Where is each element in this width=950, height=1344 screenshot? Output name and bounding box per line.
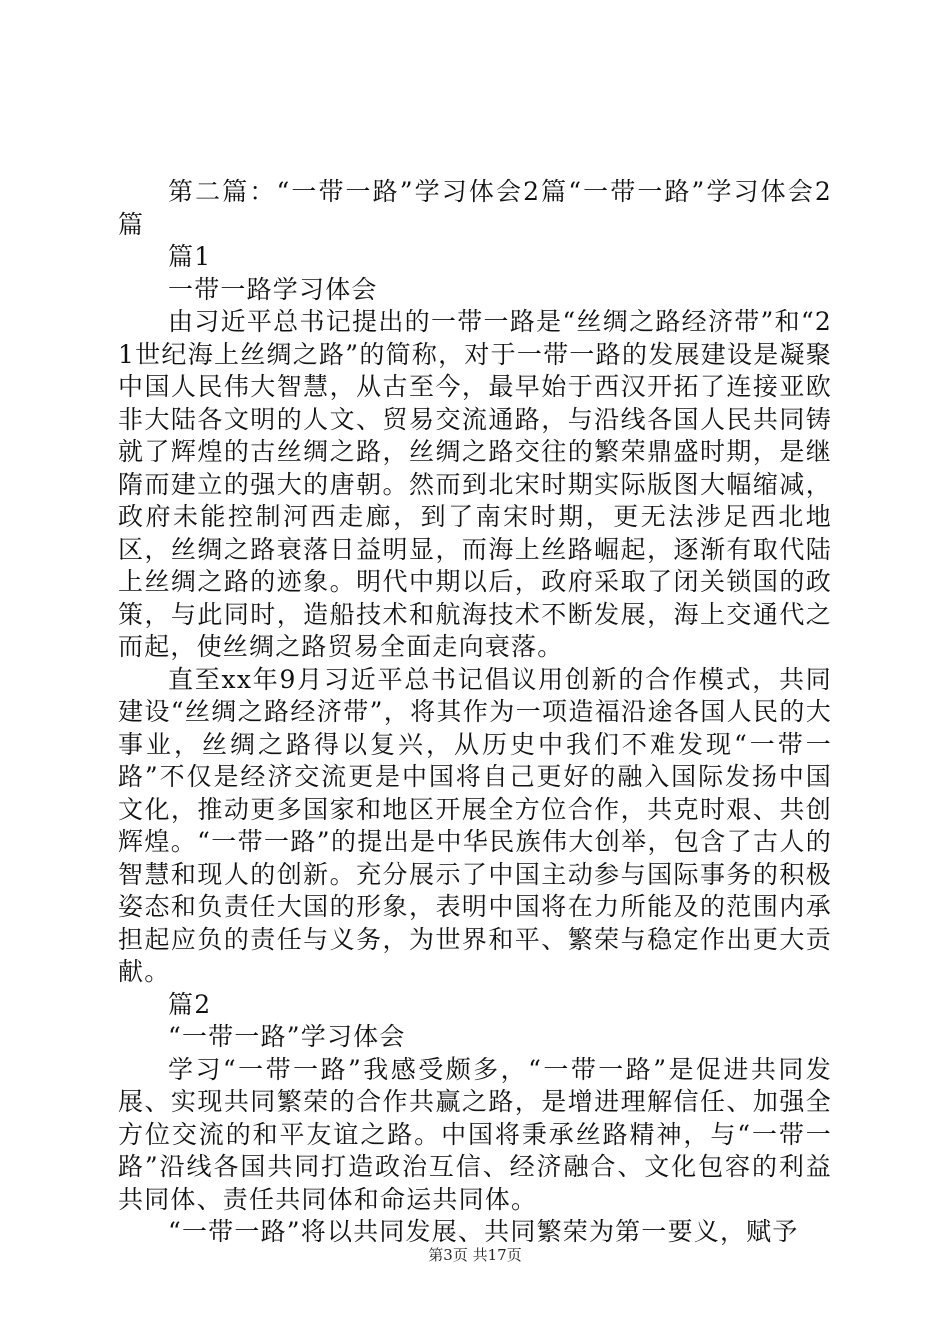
page-number-footer: 第3页 共17页 xyxy=(428,1246,522,1264)
section-heading-2: “一带一路”学习体会 xyxy=(168,1022,406,1051)
section-heading-1: 一带一路学习体会 xyxy=(168,274,378,304)
document-title: 第二篇：“一带一路”学习体会2篇“一带一路”学习体会2篇 xyxy=(118,177,832,239)
body-paragraph: 学习“一带一路”我感受颇多，“一带一路”是促进共同发展、实现共同繁荣的合作共赢之路，是增进理解信任、加强全方位交流的和平友谊之路。中国将秉承丝路精神，与“一带一路”沿线各国共同打造政治互信、经济融合、文化包容的利益共同体、责任共同体和命运共同体。 xyxy=(118,1054,832,1214)
body-paragraph: “一带一路”将以共同发展、共同繁荣为第一要义，赋予 xyxy=(168,1217,799,1246)
section-label-2: 篇2 xyxy=(168,989,212,1019)
section-label-1: 篇1 xyxy=(168,242,212,271)
document-body xyxy=(118,176,832,1249)
body-paragraph: 由习近平总书记提出的一带一路是“丝绸之路经济带”和“21世纪海上丝绸之路”的简称，对于一带一路的发展建设是凝聚中国人民伟大智慧，从古至今，最早始于西汉开拓了连接亚欧非大陆各文明的人文、贸易交流通路，与沿线各国人民共同铸就了辉煌的古丝绸之路，丝绸之路交往的繁荣鼎盛时期，是继隋而建立的强大的唐朝。然而到北宋时期实际版图大幅缩减，政府未能控制河西走廊，到了南宋时期，更无法涉足西北地区，丝绸之路衰落日益明显，而海上丝路崛起，逐渐有取代陆上丝绸之路的迹象。明代中期以后，政府采取了闭关锁国的政策，与此同时，造船技术和航海技术不断发展，海上交通代之而起，使丝绸之路贸易全面走向衰落。 xyxy=(118,307,832,661)
body-paragraph: 直至xx年9月习近平总书记倡议用创新的合作模式，共同建设“丝绸之路经济带”，将其作为一项造福沿途各国人民的大事业，丝绸之路得以复兴，从历史中我们不难发现“一带一路”不仅是经济交流更是中国将自己更好的融入国际发扬中国文化，推动更多国家和地区开展全方位合作，共克时艰、共创辉煌。“一带一路”的提出是中华民族伟大创举，包含了古人的智慧和现人的创新。充分展示了中国主动参与国际事务的积极姿态和负责任大国的形象，表明中国将在力所能及的范围内承担起应负的责任与义务，为世界和平、繁荣与稳定作出更大贡献。 xyxy=(118,664,832,986)
